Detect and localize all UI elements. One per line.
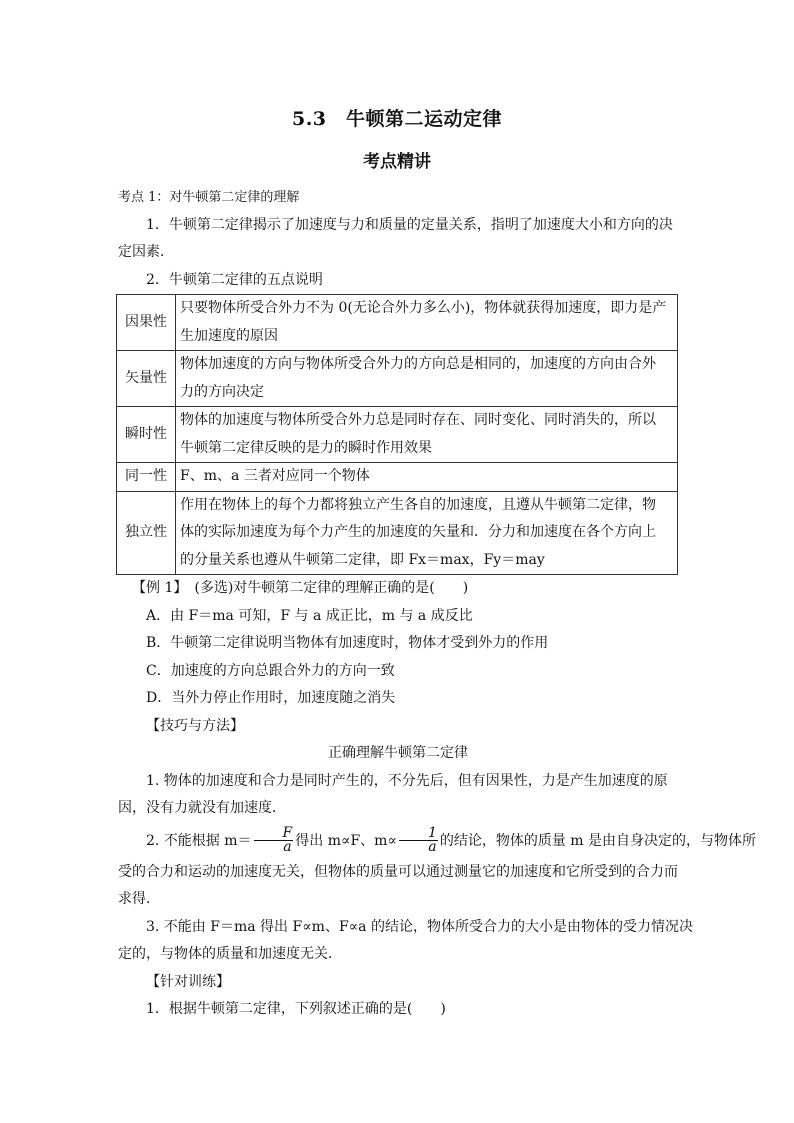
method-point-2-post: 的结论，物体的质量 m 是由自身决定的，与物体所 xyxy=(439,832,757,849)
properties-table xyxy=(116,294,678,575)
training-question-1: 1．根据牛顿第二定律，下列叙述正确的是( ) xyxy=(146,1001,446,1017)
fraction-one-over-a xyxy=(399,827,438,854)
table-value-line: 物体的加速度与物体所受合外力总是同时存在、同时变化、同时消失的，所以 xyxy=(180,412,656,428)
table-key: 同一性 xyxy=(117,463,176,492)
fraction-numerator: F xyxy=(254,827,294,841)
option-a: A．由 F＝ma 可知，F 与 a 成正比，m 与 a 成反比 xyxy=(146,607,473,624)
method-point-2-pre: 2. 不能根据 m＝ xyxy=(146,832,252,849)
table-value-line: 力的方向决定 xyxy=(180,383,264,400)
table-key: 瞬时性 xyxy=(117,407,176,463)
table-value-line: 物体加速度的方向与物体所受合外力的方向总是相同的，加速度的方向由合外 xyxy=(180,356,656,372)
method-point-2-mid: 得出 m∝F、m∝ xyxy=(295,832,397,849)
option-d: D．当外力停止作用时，加速度随之消失 xyxy=(146,690,396,706)
table-row xyxy=(117,407,678,463)
method-point-3-line-1: 3. 不能由 F＝ma 得出 F∝m、F∝a 的结论，物体所受合力的大小是由物体的受力情况决 xyxy=(146,918,693,935)
method-title: 正确理解牛顿第二定律 xyxy=(328,745,468,761)
method-point-2-line-1 xyxy=(118,823,757,859)
table-value xyxy=(176,407,678,463)
paragraph-1-line-1: 1．牛顿第二定律揭示了加速度与力和质量的定量关系，指明了加速度大小和方向的决 xyxy=(146,216,673,233)
table-value-line: 的分量关系也遵从牛顿第二定律，即 Fx＝max，Fy＝may xyxy=(180,551,545,568)
table-value xyxy=(176,295,678,351)
table-value-line: 体的实际加速度为每个力产生的加速度的矢量和．分力和加速度在各个方向上 xyxy=(180,524,656,540)
table-value-line: 生加速度的原因 xyxy=(180,327,278,344)
page-title: 5.3 牛顿第二运动定律 xyxy=(291,108,503,130)
table-row xyxy=(117,491,678,575)
table-row xyxy=(117,463,678,492)
table-row xyxy=(117,295,678,351)
method-point-1-line-2: 因，没有力就没有加速度． xyxy=(118,800,286,816)
table-value-line: 牛顿第二定律反映的是力的瞬时作用效果 xyxy=(180,439,432,456)
method-point-3-line-2: 定的，与物体的质量和加速度无关． xyxy=(118,946,342,962)
table-row xyxy=(117,351,678,407)
method-point-2-line-2: 受的合力和运动的加速度无关，但物体的质量可以通过测量它的加速度和它所受到的合力而 xyxy=(118,863,678,880)
table-value-line: 只要物体所受合外力不为 0(无论合外力多么小)，物体就获得加速度，即力是产 xyxy=(180,300,667,316)
fraction-f-over-a xyxy=(254,827,294,854)
training-label: 【针对训练】 xyxy=(146,973,230,990)
fraction-denominator: a xyxy=(428,839,437,855)
example-stem: 【例 1】 (多选)对牛顿第二定律的理解正确的是( ) xyxy=(132,580,469,596)
document-body xyxy=(118,184,757,1024)
fraction-numerator: 1 xyxy=(399,827,438,841)
option-b: B．牛顿第二定律说明当物体有加速度时，物体才受到外力的作用 xyxy=(146,635,549,651)
table-key: 独立性 xyxy=(117,491,176,575)
table-value xyxy=(176,463,678,492)
table-value xyxy=(176,491,678,575)
table-value-line: 作用在物体上的每个力都将独立产生各自的加速度，且遵从牛顿第二定律，物 xyxy=(180,496,656,513)
method-label: 【技巧与方法】 xyxy=(146,717,244,734)
method-point-2-line-3: 求得． xyxy=(118,891,160,907)
option-c: C．加速度的方向总跟合外力的方向一致 xyxy=(146,662,395,679)
page-subtitle: 考点精讲 xyxy=(363,152,431,172)
table-value xyxy=(176,351,678,407)
method-point-1-line-1: 1. 物体的加速度和合力是同时产生的，不分先后，但有因果性，力是产生加速度的原 xyxy=(146,772,668,789)
paragraph-1-line-2: 定因素． xyxy=(118,244,174,260)
table-key: 因果性 xyxy=(117,295,176,351)
section-heading: 考点 1：对牛顿第二定律的理解 xyxy=(118,190,300,205)
paragraph-2: 2．牛顿第二定律的五点说明 xyxy=(146,271,323,288)
fraction-denominator: a xyxy=(283,839,292,855)
table-key: 矢量性 xyxy=(117,351,176,407)
table-value-line: F、m、a 三者对应同一个物体 xyxy=(180,468,370,484)
